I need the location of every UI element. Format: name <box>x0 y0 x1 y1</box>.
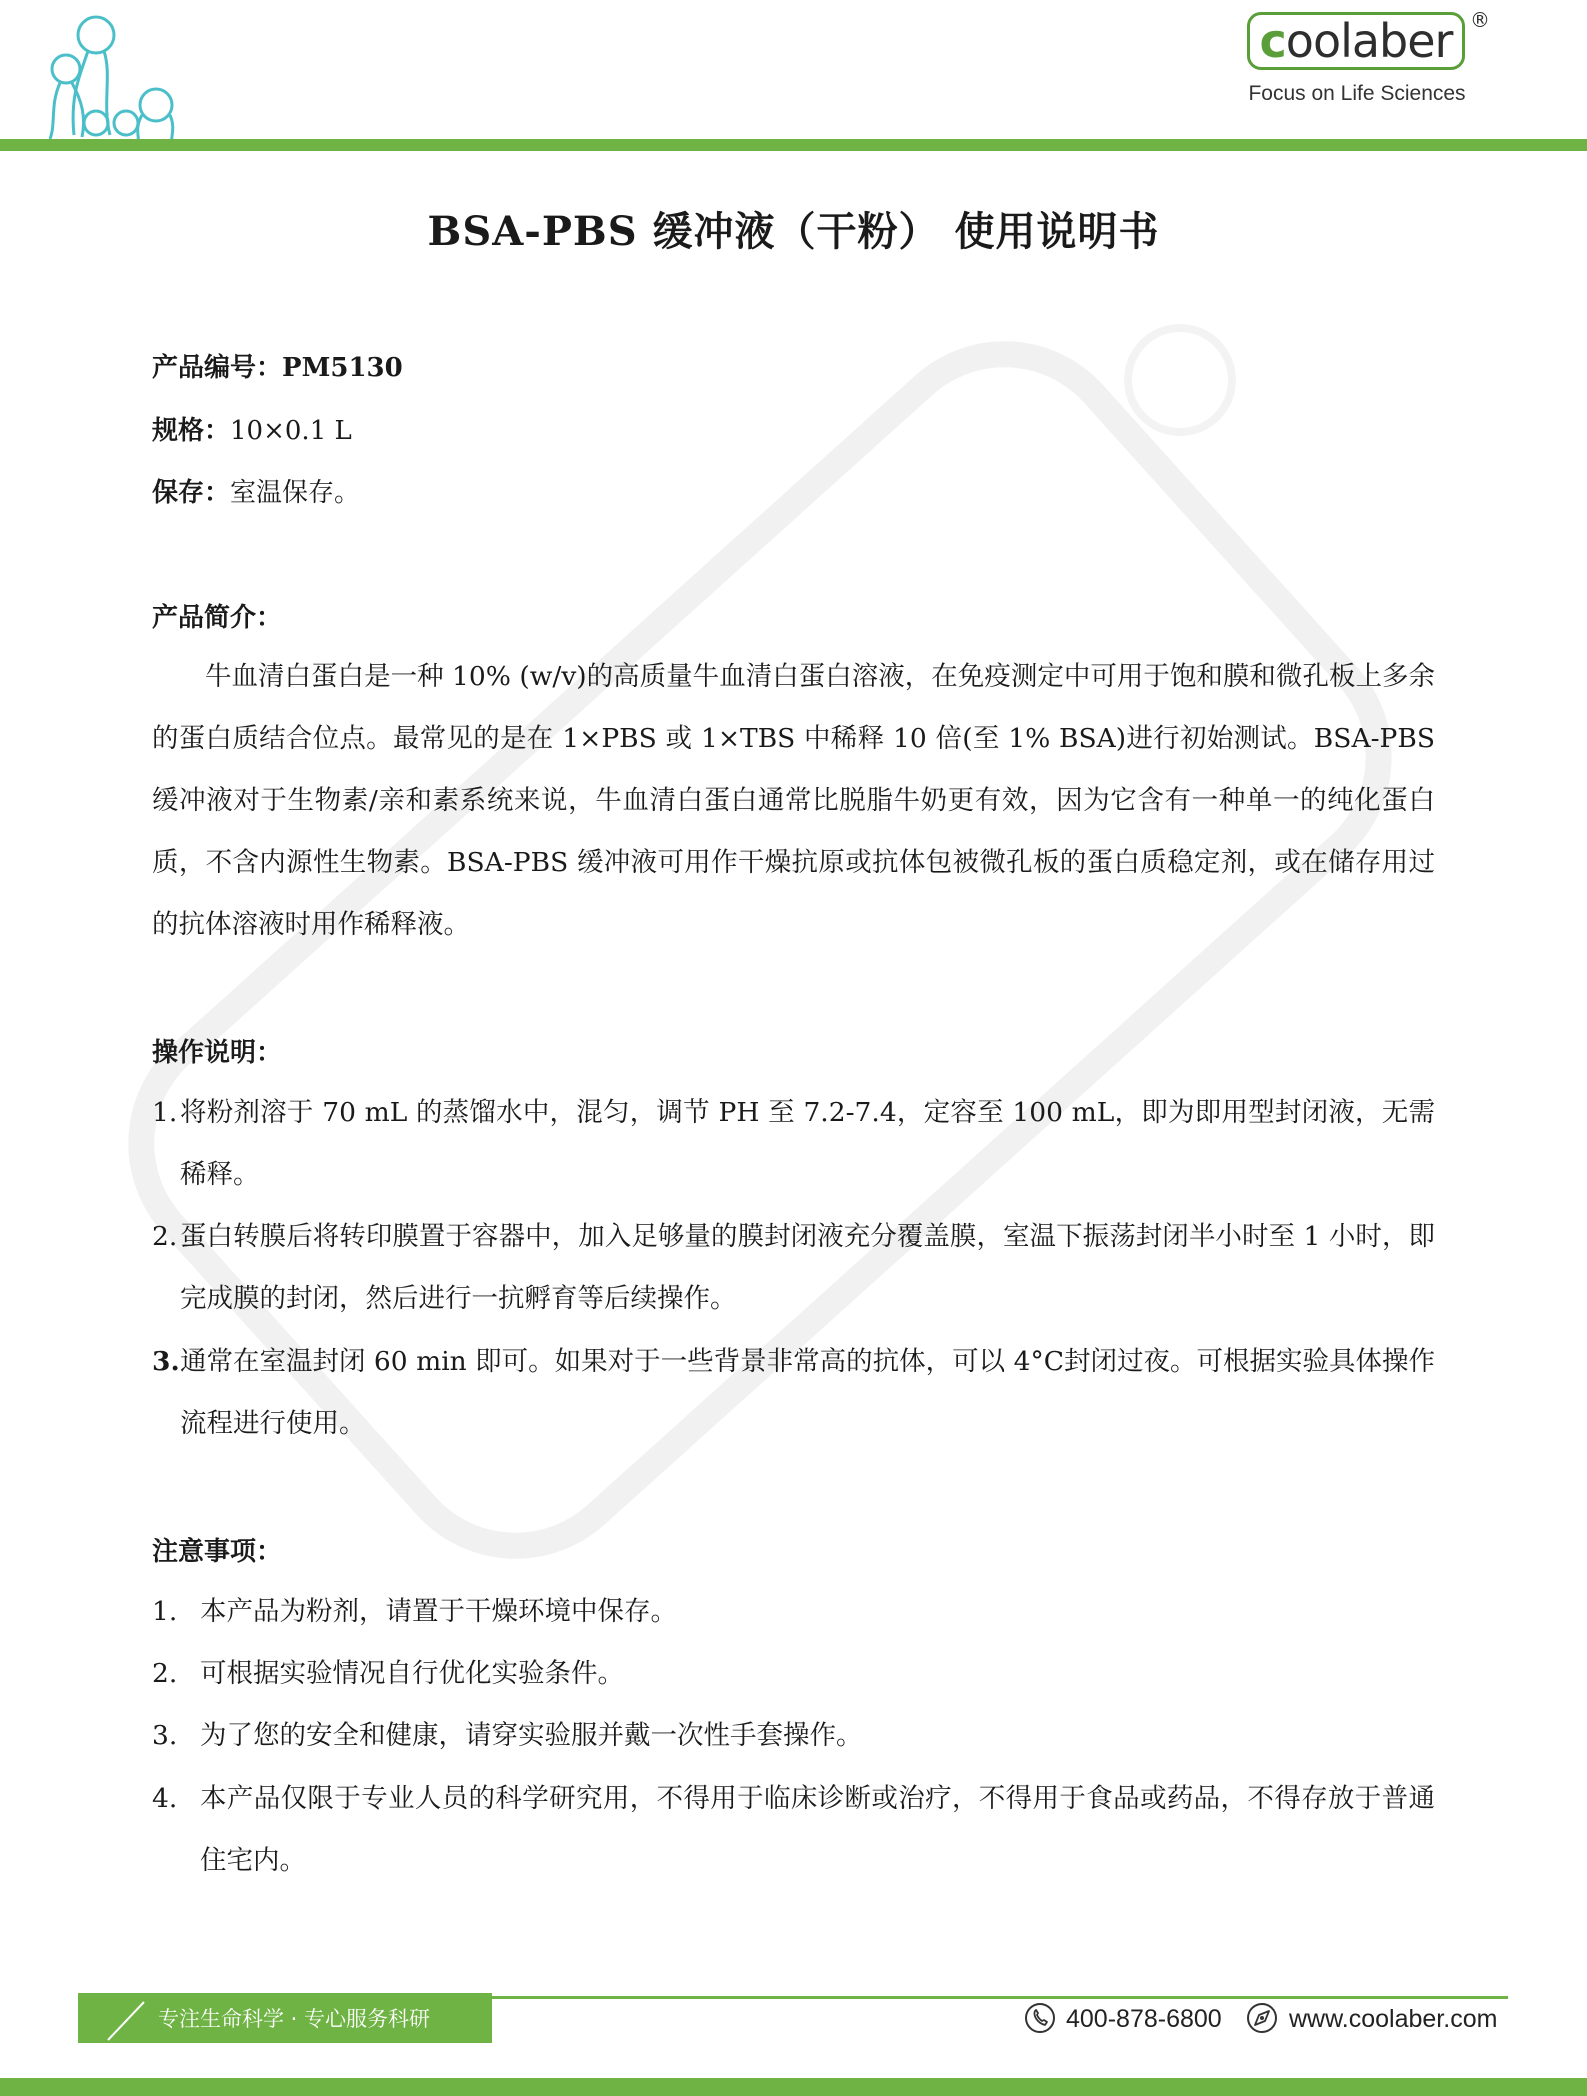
step-number: 1. <box>152 1097 178 1128</box>
step-number: 2. <box>152 1221 178 1252</box>
storage-label: 保存： <box>152 478 231 508</box>
note-text: 本产品为粉剂，请置于干燥环境中保存。 <box>200 1596 677 1627</box>
note-number: 4. <box>152 1783 178 1814</box>
step-number: 3. <box>152 1346 180 1377</box>
step-text: 通常在室温封闭 60 min 即可。如果对于一些背景非常高的抗体，可以 4°C封闭过夜。可根据实验具体操作流程进行使用。 <box>180 1346 1435 1439</box>
note-number: 2. <box>152 1658 178 1689</box>
header-bubble-decoration <box>30 5 190 145</box>
note-text: 为了您的安全和健康，请穿实验服并戴一次性手套操作。 <box>200 1720 863 1751</box>
header-divider <box>0 139 1587 151</box>
operation-heading: 操作说明： <box>152 1038 283 1068</box>
note-item <box>152 1768 1435 1892</box>
intro-paragraph: 牛血清白蛋白是一种 10% (w/v)的高质量牛血清白蛋白溶液，在免疫测定中可用于饱和膜和微孔板上多余的蛋白质结合位点。最常见的是在 1×PBS 或 1×TBS 中稀释 10 倍(至 1% BSA)进行初始测试。BSA-PBS 缓冲液对于生物素/亲和素系统来说，牛血清白蛋白通常比脱脂牛奶更有效，因为它含有一种单一的纯化蛋白质，不含内源性生物素。BSA-PBS 缓冲液可用作干燥抗原或抗体包被微孔板的蛋白质稳定剂，或在储存用过的抗体溶液时用作稀释液。 <box>152 661 1435 940</box>
operation-step <box>152 1082 1435 1206</box>
note-text: 本产品仅限于专业人员的科学研究用，不得用于临床诊断或治疗，不得用于食品或药品，不得存放于普通住宅内。 <box>200 1783 1435 1876</box>
compass-icon <box>1246 2002 1278 2034</box>
footer-phone[interactable]: 400-878-6800 <box>1066 2005 1222 2033</box>
footer-bottom-bar <box>0 2078 1587 2096</box>
note-text: 可根据实验情况自行优化实验条件。 <box>200 1658 624 1689</box>
document-title: BSA-PBS 缓冲液（干粉） 使用说明书 <box>427 208 1160 255</box>
brand-tagline: Focus on Life Sciences <box>1248 82 1466 105</box>
logo-wordmark: oolaber <box>1285 14 1453 68</box>
note-item <box>152 1705 1435 1767</box>
operation-step <box>152 1206 1435 1330</box>
footer-slash-decoration <box>100 1996 160 2044</box>
step-text: 将粉剂溶于 70 mL 的蒸馏水中，混匀，调节 PH 至 7.2-7.4，定容至 100 mL，即为即用型封闭液，无需稀释。 <box>180 1097 1435 1190</box>
note-number: 3. <box>152 1720 178 1751</box>
storage-line <box>152 472 360 509</box>
footer-slogan-text: 专注生命科学 · 专心服务科研 <box>158 2007 431 2031</box>
operation-step <box>152 1331 1435 1455</box>
product-code-value: PM5130 <box>282 353 403 383</box>
note-number: 1. <box>152 1596 178 1627</box>
registered-mark: ® <box>1470 8 1490 32</box>
spec-value: 10×0.1 L <box>230 416 352 446</box>
note-item <box>152 1581 1435 1643</box>
notes-heading: 注意事项： <box>152 1537 283 1567</box>
spec-label: 规格： <box>152 416 231 446</box>
step-text: 蛋白转膜后将转印膜置于容器中，加入足够量的膜封闭液充分覆盖膜，室温下振荡封闭半小时至 1 小时，即完成膜的封闭，然后进行一抗孵育等后续操作。 <box>180 1221 1435 1314</box>
logo-c-letter: c <box>1259 14 1286 68</box>
spec-line <box>152 410 352 447</box>
note-item <box>152 1643 1435 1705</box>
intro-heading: 产品简介： <box>152 603 283 633</box>
footer-website[interactable]: www.coolaber.com <box>1289 2005 1498 2033</box>
phone-icon <box>1024 2002 1056 2034</box>
product-code-label: 产品编号： <box>152 353 283 383</box>
storage-value: 室温保存。 <box>230 478 361 508</box>
product-code-line <box>152 347 403 384</box>
brand-logo <box>1247 12 1465 70</box>
